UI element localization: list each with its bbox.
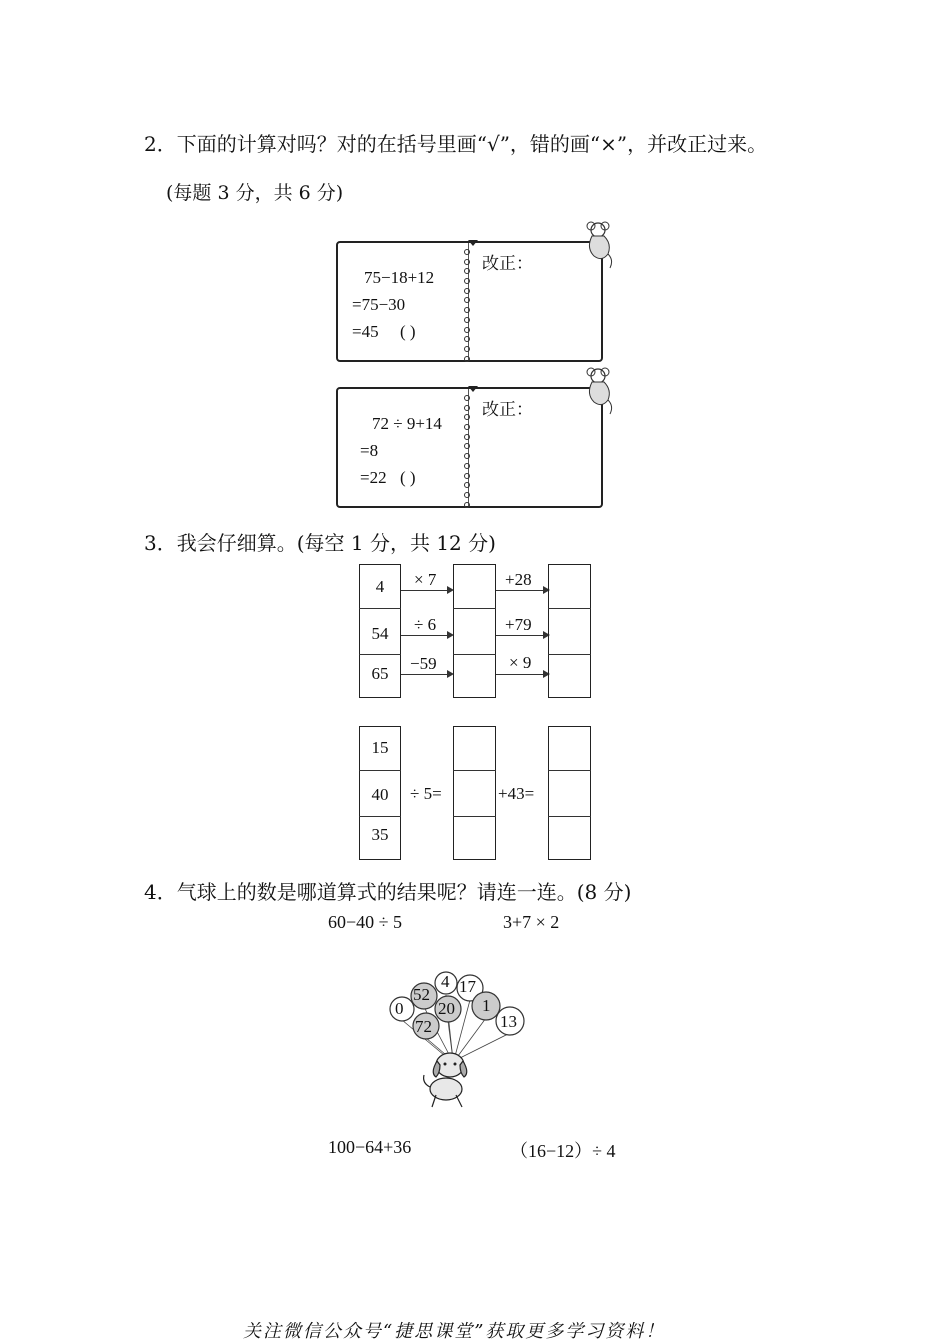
answer-blank[interactable]	[550, 610, 589, 653]
answer-blank[interactable]	[455, 656, 494, 696]
q2-score: (每题 3 分，共 6 分)	[166, 182, 344, 204]
answer-blank[interactable]	[455, 610, 494, 653]
q2-title: 2．下面的计算对吗？对的在括号里画“√”，错的画“×”，并改正过来。	[144, 132, 768, 156]
balloon-number[interactable]: 17	[459, 977, 476, 996]
arrow-icon	[496, 674, 548, 675]
mouse-icon	[580, 366, 616, 416]
calc-line-1: 72 ÷ 9+14	[372, 414, 442, 433]
operation-label: × 9	[509, 653, 532, 672]
answer-blank[interactable]	[455, 772, 494, 815]
balloon-number[interactable]: 13	[500, 1012, 517, 1031]
calc-line-3: =22	[360, 468, 387, 487]
input-value: 65	[371, 664, 389, 683]
operation-label: × 7	[414, 570, 437, 589]
correction-label: 改正：	[482, 254, 533, 273]
correction-label: 改正：	[482, 400, 533, 419]
expression-bottom-left[interactable]: 100−64+36	[328, 1137, 412, 1157]
operation-label: −59	[410, 654, 437, 673]
calc-line-3: =45	[352, 322, 379, 341]
input-value: 54	[371, 624, 389, 643]
calc-line-2: =75−30	[352, 295, 406, 314]
answer-paren[interactable]: ( )	[400, 468, 416, 487]
book-spine-mark	[468, 240, 478, 246]
calc-line-2: =8	[360, 441, 379, 460]
book-spine-mark	[468, 386, 478, 392]
balloon-number[interactable]: 4	[441, 972, 450, 991]
arrow-icon	[401, 674, 452, 675]
operation-label: +28	[505, 570, 532, 589]
answer-blank[interactable]	[455, 818, 494, 858]
arrow-icon	[401, 590, 452, 591]
q3-title: 3．我会仔细算。(每空 1 分，共 12 分)	[144, 531, 496, 555]
balloon-number[interactable]: 20	[438, 999, 455, 1018]
answer-blank[interactable]	[550, 818, 589, 858]
answer-blank[interactable]	[550, 728, 589, 769]
binding-rings	[464, 395, 474, 502]
expression-bottom-right[interactable]: （16−12）÷ 4	[510, 1141, 616, 1161]
q4-title: 4．气球上的数是哪道算式的结果呢？请连一连。(8 分)	[144, 880, 632, 904]
notebook-2	[336, 387, 603, 508]
notebook-1	[336, 241, 603, 362]
answer-blank[interactable]	[455, 728, 494, 769]
answer-blank[interactable]	[550, 772, 589, 815]
arrow-icon	[496, 635, 548, 636]
input-value: 4	[375, 577, 385, 596]
operation-label: ÷ 6	[414, 615, 437, 634]
balloon-number[interactable]: 1	[482, 996, 491, 1015]
mouse-icon	[580, 220, 616, 270]
expression-top-left[interactable]: 60−40 ÷ 5	[328, 912, 403, 932]
footer-note: 关注微信公众号“捷思课堂”获取更多学习资料！	[243, 1321, 666, 1342]
arrow-icon	[401, 635, 452, 636]
calc-line-1: 75−18+12	[364, 268, 435, 287]
balloon-number[interactable]: 52	[413, 985, 430, 1004]
binding-rings	[464, 249, 474, 356]
balloon-number[interactable]: 0	[395, 999, 404, 1018]
input-value: 40	[371, 785, 389, 804]
input-value: 35	[371, 825, 389, 844]
answer-blank[interactable]	[550, 566, 589, 607]
balloon-number[interactable]: 72	[415, 1017, 432, 1036]
answer-blank[interactable]	[550, 656, 589, 696]
input-value: 15	[371, 738, 389, 757]
expression-top-right[interactable]: 3+7 × 2	[503, 912, 560, 932]
operation-label: ÷ 5=	[410, 784, 442, 803]
operation-label: +43=	[498, 784, 535, 803]
arrow-icon	[496, 590, 548, 591]
operation-label: +79	[505, 615, 532, 634]
answer-blank[interactable]	[455, 566, 494, 607]
answer-paren[interactable]: ( )	[400, 322, 416, 341]
